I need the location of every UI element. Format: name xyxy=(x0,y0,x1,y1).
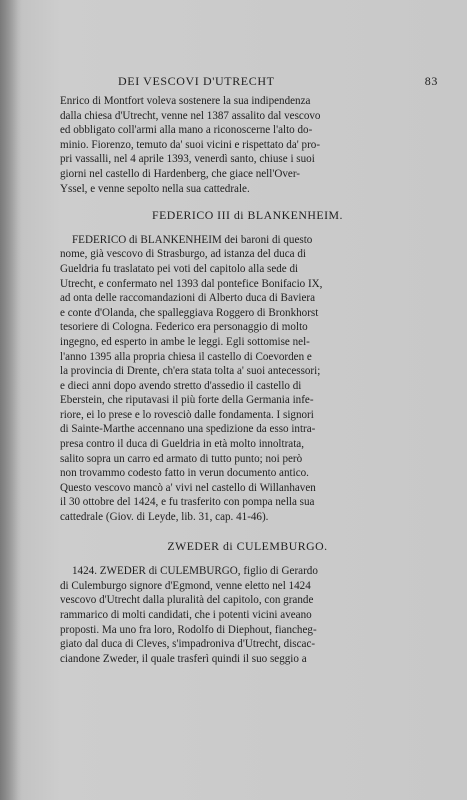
text-line: ed obbligato coll'armi alla mano a riconoscerne l'alto do- xyxy=(60,124,313,137)
text-line: tesoriere di Cologna. Federico era personaggio di molto xyxy=(60,321,308,334)
text-line: non trovammo codesto fatto in verun documento antico. xyxy=(60,467,309,480)
text-line: di Culemburgo signore d'Egmond, venne eletto nel 1424 xyxy=(60,579,311,592)
text-line: salito sopra un carro ed armato di tutto punto; noi però xyxy=(60,452,303,465)
text-line: di Sainte-Marthe accennano una spedizione da esso intra- xyxy=(60,423,316,436)
section-heading-federico: FEDERICO III di BLANKENHEIM. xyxy=(152,208,343,223)
text-line: vescovo d'Utrecht dalla pluralità del capitolo, con grande xyxy=(60,594,314,607)
binding-shadow xyxy=(0,0,22,800)
text-line: la provincia di Drente, ch'era stata tolta a' suoi antecessori; xyxy=(60,365,321,378)
text-line: Utrecht, e confermato nel 1393 dal pontefice Bonifacio IX, xyxy=(60,277,323,290)
text-line: 1424. ZWEDER di CULEMBURGO, figlio di Gerardo xyxy=(72,565,318,578)
paragraph-florentius-end xyxy=(60,94,435,196)
running-title: DEI VESCOVI D'UTRECHT xyxy=(118,74,275,88)
paragraph-zweder xyxy=(60,564,435,666)
text-line: Yssel, e venne sepolto nella sua cattedrale. xyxy=(60,182,250,195)
text-line: cattedrale (Giov. di Leyde, lib. 31, cap. 41-46). xyxy=(60,511,269,524)
page-number: 83 xyxy=(424,74,438,88)
text-line: ciandone Zweder, il quale trasferì quindi il suo seggio a xyxy=(60,652,307,665)
text-line: l'anno 1395 alla propria chiesa il castello di Coevorden e xyxy=(60,350,312,363)
text-line: Eberstein, che riputavasi il più forte della Germania infe- xyxy=(60,394,314,407)
text-line: nome, già vescovo di Strasburgo, ad istanza del duca di xyxy=(60,248,306,261)
text-line: giorni nel castello di Hardenberg, che giace nell'Over- xyxy=(60,167,300,180)
text-line: dalla chiesa d'Utrecht, venne nel 1387 assalito dal vescovo xyxy=(60,109,321,122)
text-line: giato dal duca di Cleves, s'impadroniva d'Utrecht, discac- xyxy=(60,638,316,651)
text-line: presa contro il duca di Gueldria in età molto innoltrata, xyxy=(60,438,304,451)
text-line: il 30 ottobre del 1424, e fu trasferito con pompa nella sua xyxy=(60,496,315,509)
text-line: Enrico di Montfort voleva sostenere la sua indipendenza xyxy=(60,95,311,107)
text-line: ad onta delle raccomandazioni di Alberto duca di Baviera xyxy=(60,292,316,305)
text-line: ingegno, ed esperto in ambe le leggi. Egli sottomise nel- xyxy=(60,335,310,348)
paragraph-federico xyxy=(60,233,435,525)
text-line: riore, ei lo prese e lo rovesciò dalle fondamenta. I signori xyxy=(60,408,314,421)
text-line: Questo vescovo mancò a' vivi nel castello di Willanhaven xyxy=(60,481,316,494)
text-line: pri vassalli, nel 4 aprile 1393, venerdì santo, chiuse i suoi xyxy=(60,153,315,166)
section-heading-zweder: ZWEDER di CULEMBURGO. xyxy=(167,538,328,553)
text-line: FEDERICO di BLANKENHEIM dei baroni di questo xyxy=(72,233,313,246)
text-line: rammarico di molti candidati, che i potenti vicini aveano xyxy=(60,609,312,621)
text-line: e dieci anni dopo avendo stretto d'assedio il castello di xyxy=(60,379,302,392)
text-line: Gueldria fu traslatato pei voti del capitolo alla sede di xyxy=(60,262,299,275)
text-line: e conte d'Olanda, che spalleggiava Roggero di Bronkhorst xyxy=(60,306,319,319)
page-text xyxy=(60,94,435,666)
text-line: minio. Fiorenzo, temuto da' suoi vicini e rispettato da' pro- xyxy=(60,138,321,151)
text-line: proposti. Ma uno fra loro, Rodolfo di Diephout, fiancheg- xyxy=(60,623,317,636)
running-header xyxy=(60,74,438,88)
